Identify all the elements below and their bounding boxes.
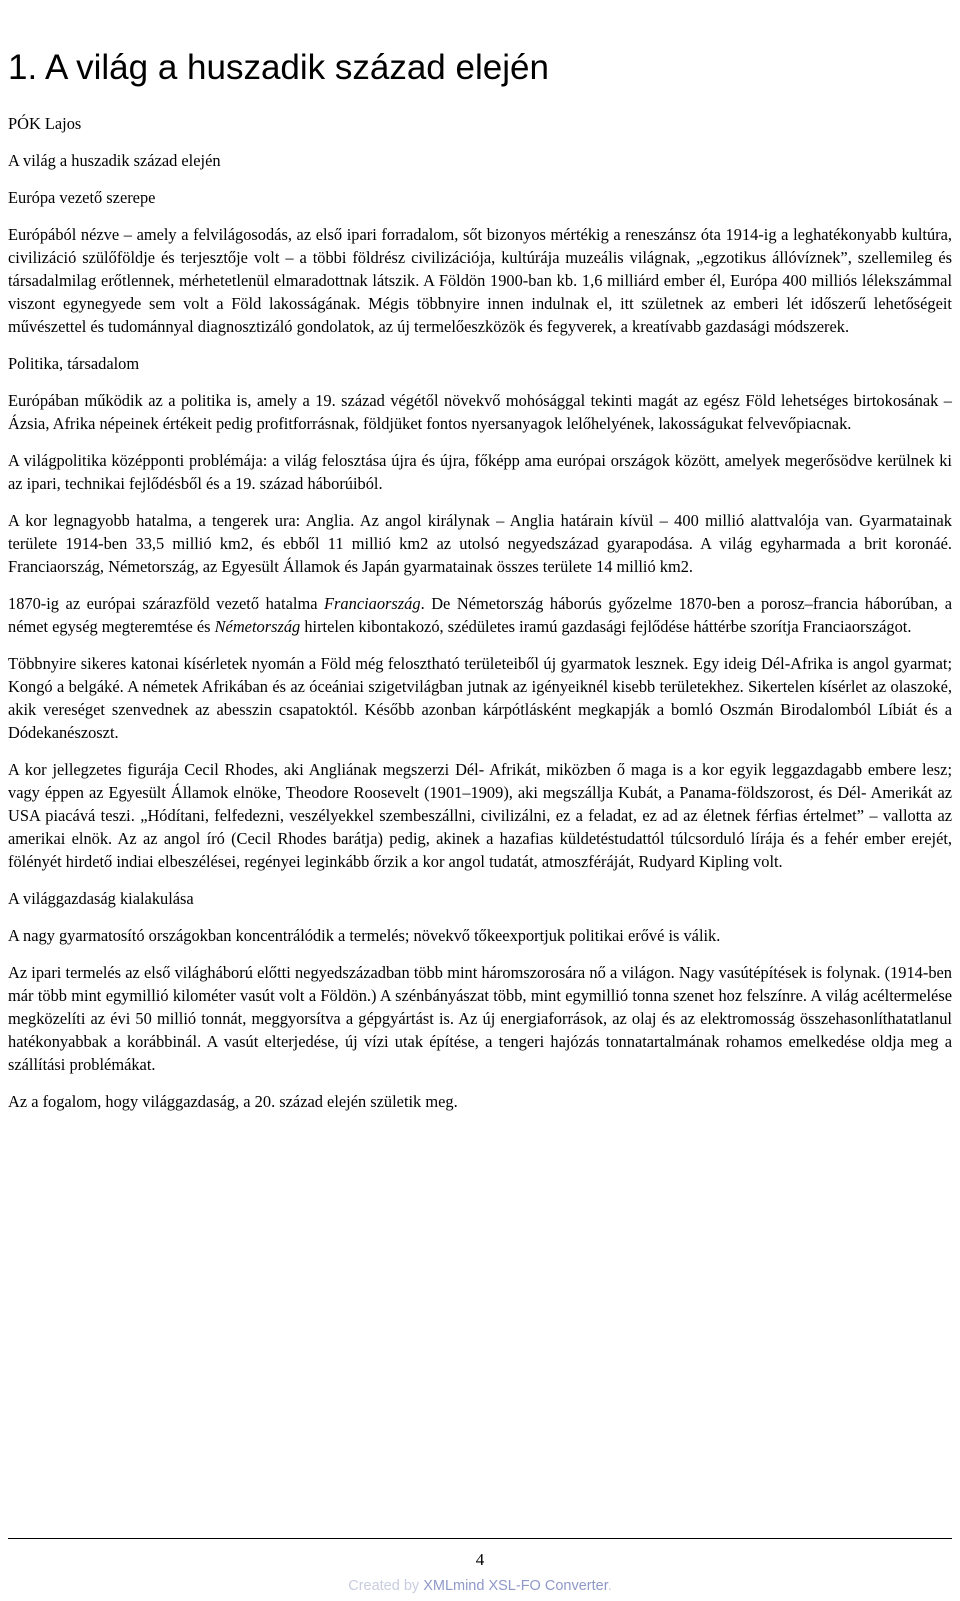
text-run: A világpolitika középponti problémája: a világ felosztása újra és újra, főképp ama európai országok között, amelyek megerősödve kerülnek ki az ipari, technikai fejlődésből és a 19. század háborúiból. (8, 451, 952, 493)
section-heading: Politika, társadalom (8, 354, 140, 373)
section-heading: Európa vezető szerepe (8, 188, 156, 207)
credit-prefix: Created by (348, 1578, 424, 1594)
author-line: PÓK Lajos (8, 114, 82, 133)
emphasized-text: Németország (214, 617, 301, 636)
page-number: 4 (475, 1550, 485, 1569)
body-paragraph (8, 758, 952, 873)
text-run: 1870-ig az európai szárazföld vezető hatalma (8, 594, 325, 613)
sections-container (8, 186, 952, 1113)
body-paragraph (8, 389, 952, 435)
body-paragraph (8, 652, 952, 744)
body-paragraph (8, 592, 952, 638)
text-run: Az ipari termelés az első világháború előtti negyedszázadban több mint háromszorosára nő a világon. Nagy vasútépítések is folynak. (1914-ben már több mint egymillió kilométer vasút volt a Földön.) A szénbányászat több, mint egymillió tonna szenet hoz felszínre. A világ acéltermelése megközelíti az évi 50 millió tonnát, meggyorsítva a gépgyártást is. Az új energiaforrások, az olaj és az elektromosság összehasonlíthatatlanul hatékonyabbak a korábbinál. A vasút elterjedése, új vízi utak építése, a tengeri hajózás tonnatartalmának rohamos emelkedése oldja meg a szállítási problémákat. (8, 963, 952, 1074)
text-run: A kor legnagyobb hatalma, a tengerek ura: Anglia. Az angol királynak – Anglia határain kívül – 400 millió alattvalója van. Gyarmatainak területe 1914-ben 33,5 millió km2, és ebből 11 millió km2 az utolsó negyedszázad gyarapodása. A világ egyharmada a brit koronáé. Franciaország, Németország, az Egyesült Államok és Japán gyarmatainak összes területe 14 millió km2. (8, 511, 952, 576)
section-heading: A világgazdaság kialakulása (8, 889, 194, 908)
text-run: A nagy gyarmatosító országokban koncentrálódik a termelés; növekvő tőkeexportjuk politikai erővé is válik. (8, 926, 721, 945)
document-title: 1. A világ a huszadik század elején (8, 48, 549, 87)
document-body (8, 112, 952, 1127)
body-paragraph (8, 223, 952, 338)
text-run: hirtelen kibontakozó, szédületes iramú gazdasági fejlődése háttérbe szorítja Franciaországot. (300, 617, 912, 636)
converter-credit (0, 1577, 960, 1595)
text-run: Az a fogalom, hogy világgazdaság, a 20. század elején születik meg. (8, 1092, 458, 1111)
text-run: Európából nézve – amely a felvilágosodás, az első ipari forradalom, sőt bizonyos mértékig a reneszánsz óta 1914-ig a leghatékonyabb kultúra, civilizáció szülőföldje és terjesztője volt – a többi földrész civilizációja, kultúrája muzeális világnak, „egzotikus állóvíznek”, szellemileg és társadalmilag erőtlennek, mérhetetlenül elmaradottnak látszik. A Földön 1900-ban kb. 1,6 milliárd ember él, Európa 400 milliós lélekszámmal viszont egynegyede sem volt a Föld lakosságának. Mégis többnyire innen indulnak el, itt születnek az emberi lét időszerű lehetőségeit művészettel és tudománnyal diagnosztizáló gondolatok, az új termelőeszközök és fegyverek, a kreatívabb gazdasági módszerek. (8, 225, 952, 336)
text-run: Többnyire sikeres katonai kísérletek nyomán a Föld még felosztható területeiből új gyarmatok lesznek. Egy ideig Dél-Afrika is angol gyarmat; Kongó a belgáké. A németek Afrikában és az óceániai szigetvilágban jutnak az igényeiknél kisebb területekhez. Sikertelen kísérlet az olaszoké, akik vereséget szenvednek az abesszin csapatoktól. Később azonban kárpótlásként megkapják a bomló Oszmán Birodalomból Líbiát és a Dódekanészoszt. (8, 654, 952, 742)
credit-suffix: . (607, 1578, 612, 1594)
text-run: . De Németország háborús győzelme 1870-ben a porosz–francia háborúban, a német egység megteremtése és (8, 594, 952, 636)
text-run: Európában működik az a politika is, amely a 19. század végétől növekvő mohósággal tekinti magát az egész Föld lehetséges birtokosának – Ázsia, Afrika népeinek értékeit pedig profitforrásnak, földjüket fontos nyersanyagok lelőhelyének, lakosságukat felvevőpiacnak. (8, 391, 952, 433)
body-paragraph (8, 924, 952, 947)
text-run: A kor jellegzetes figurája Cecil Rhodes, aki Angliának megszerzi Dél- Afrikát, miközben ő maga is a kor egyik leggazdagabb embere lesz; vagy éppen az Egyesült Államok elnöke, Theodore Roosevelt (1901–1909), aki megszállja Kubát, a Panama-földszorost, és Dél- Amerikát az USA piacává teszi. „Hódítani, felfedezni, veszélyekkel szembeszállni, civilizálni, ez a feladat, ez ad az életnek férfias értelmet” – vallotta az amerikai elnök. Az az angol író (Cecil Rhodes barátja) pedig, akinek a hazafias küldetéstudattól túlcsorduló lírája és a fehér ember erejét, fölényét hirdető indiai elbeszélései, regényei leginkább őrzik a kor angol tudatát, atmoszféráját, Rudyard Kipling volt. (8, 760, 952, 871)
footer-divider (8, 1538, 952, 1539)
chapter-subtitle: A világ a huszadik század elején (8, 151, 221, 170)
body-paragraph (8, 1090, 952, 1113)
credit-brand-link[interactable]: XMLmind XSL-FO Converter (423, 1578, 608, 1594)
body-paragraph (8, 449, 952, 495)
body-paragraph (8, 509, 952, 578)
emphasized-text: Franciaország (324, 594, 421, 613)
body-paragraph (8, 961, 952, 1076)
